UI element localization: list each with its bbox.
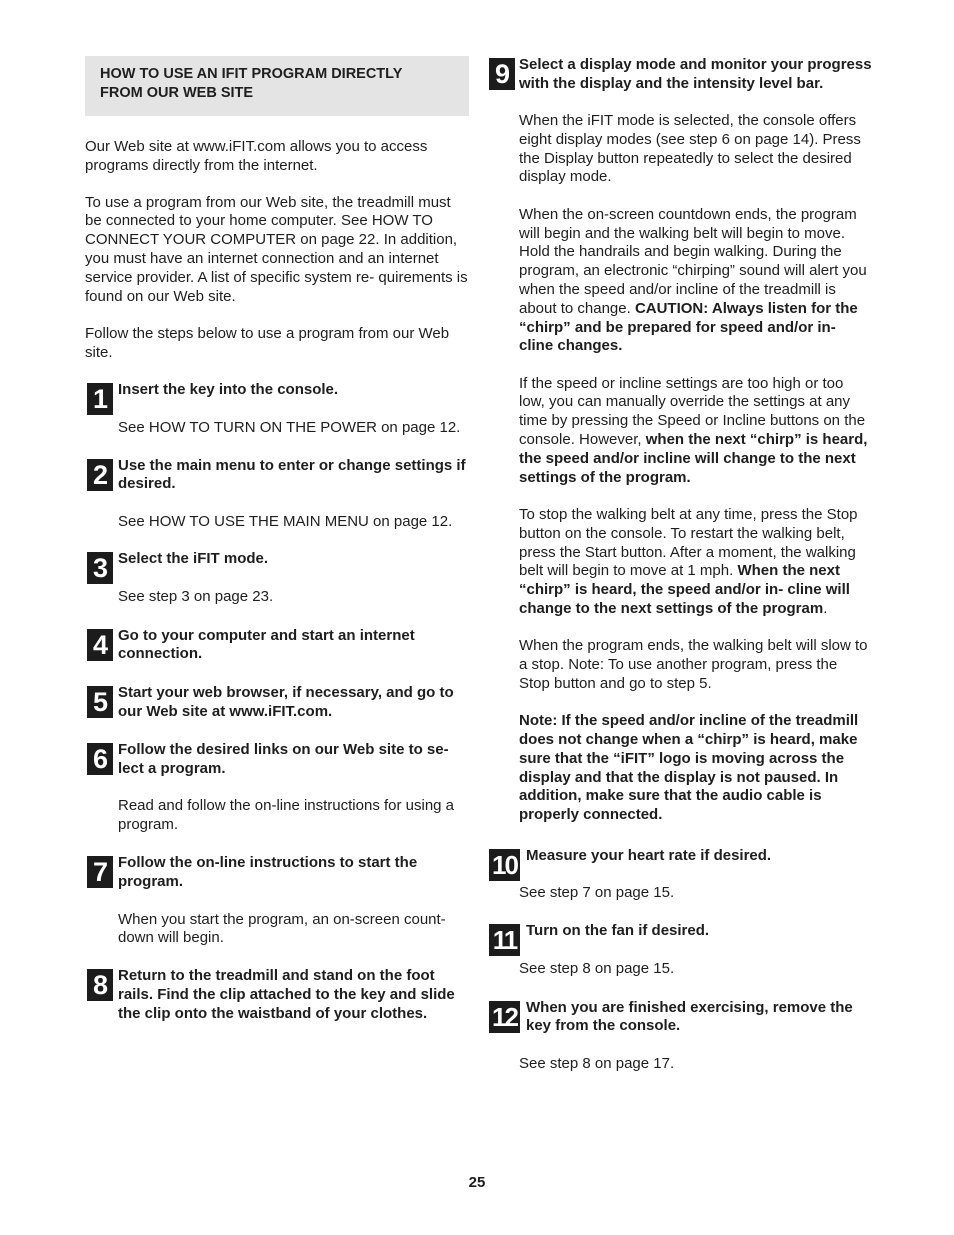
step-heading: Go to your computer and start an internet connection. — [118, 626, 415, 663]
caution-text: CAUTION: Always listen for the “chirp” and be prepared for speed and/or in- cline changes. — [519, 299, 858, 355]
step-9 — [488, 56, 872, 94]
step-1 — [85, 381, 469, 437]
step-9-paragraph-4-bold: When the next “chirp” is heard, the speed and/or in- cline will change to the next settings of the program — [519, 562, 850, 617]
step-number-badge: 1 — [87, 383, 113, 415]
step-heading: Follow the desired links on our Web site to se- lect a program. — [118, 740, 449, 777]
step-body: See step 8 on page 17. — [519, 1054, 675, 1072]
step-9-paragraph-4 — [519, 506, 872, 619]
step-heading: Select the iFIT mode. — [118, 550, 269, 568]
step-9-paragraph-1: When the iFIT mode is selected, the console offers eight display modes (see step 6 on page 14). Press the Display button repeatedly to select the desired display mode. — [519, 112, 861, 186]
left-column — [85, 56, 469, 1024]
step-heading: Start your web browser, if necessary, and go to our Web site at www.iFIT.com. — [118, 684, 454, 720]
step-3 — [85, 550, 469, 606]
step-heading: Return to the treadmill and stand on the foot rails. Find the clip attached to the key and slide the clip onto the waistband of your clothes. — [118, 967, 455, 1022]
step-9-paragraph-3-bold: when the next “chirp” is heard, the speed and/or incline will change to the next settings of the program. — [519, 431, 868, 486]
step-heading: Use the main menu to enter or change settings if desired. — [118, 456, 466, 493]
step-4 — [85, 627, 469, 665]
step-body: See step 3 on page 23. — [118, 587, 274, 605]
right-column — [488, 56, 872, 1073]
step-number-badge: 4 — [87, 629, 113, 661]
step-number-badge: 7 — [87, 856, 113, 888]
step-body: See HOW TO TURN ON THE POWER on page 12. — [118, 418, 461, 436]
step-7 — [85, 854, 469, 948]
step-10 — [488, 847, 872, 903]
step-body: Read and follow the on-line instructions for using a program. — [118, 796, 455, 833]
step-9-paragraph-5: When the program ends, the walking belt will slow to a stop. Note: To use another program, press the Stop button and go to step 5. — [519, 637, 868, 692]
step-body: See step 7 on page 15. — [519, 884, 675, 902]
step-2 — [85, 457, 469, 532]
step-9-paragraph-3 — [519, 375, 872, 488]
step-number-badge: 3 — [87, 552, 113, 584]
step-number-badge: 12 — [489, 1001, 520, 1033]
step-number-badge: 10 — [489, 849, 520, 881]
step-heading: Insert the key into the console. — [118, 381, 339, 399]
step-8 — [85, 967, 469, 1023]
step-9-paragraph-4-text: To stop the walking belt at any time, press the Stop button on the console. To restart the walking belt, press the Start button. After a moment, the walking belt will begin to move at 1 mph. — [519, 505, 858, 580]
intro-paragraph-1: Our Web site at www.iFIT.com allows you to access programs directly from the internet. — [85, 138, 428, 174]
step-heading: Measure your heart rate if desired. — [526, 846, 772, 864]
step-number-badge: 2 — [87, 459, 113, 491]
step-body: See step 8 on page 15. — [519, 959, 675, 977]
step-6 — [85, 741, 469, 835]
step-number-badge: 6 — [87, 743, 113, 775]
page-number: 25 — [468, 1174, 486, 1191]
step-number-badge: 9 — [489, 58, 515, 90]
step-12 — [488, 999, 872, 1074]
section-title-line1: HOW TO USE AN IFIT PROGRAM DIRECTLY — [100, 66, 403, 82]
step-5 — [85, 684, 469, 722]
section-title-box — [85, 56, 469, 116]
step-heading: When you are finished exercising, remove the key from the console. — [526, 998, 853, 1035]
step-number-badge: 8 — [87, 969, 113, 1001]
section-title-line2: FROM OUR WEB SITE — [100, 85, 254, 101]
step-9-note: Note: If the speed and/or incline of the treadmill does not change when a “chirp” is heard, make sure that the “iFIT” logo is moving across the display and that the display is not paused. In addition, make sure that the audio cable is properly connected. — [519, 712, 859, 824]
step-9-paragraph-2 — [519, 206, 872, 356]
step-heading: Follow the on-line instructions to start the program. — [118, 854, 418, 891]
step-9-paragraph-3-text: If the speed or incline settings are too high or too low, you can manually override the settings at any time by pressing the Speed or Incline buttons on the console. However, — [519, 374, 866, 449]
intro-paragraph-2: To use a program from our Web site, the treadmill must be connected to your home computer. See HOW TO CONNECT YOUR COMPUTER on page 22. In addition, you must have an internet connection and an internet service provider. A list of specific system re- quirements is found on our Web site. — [85, 193, 468, 305]
step-body: See HOW TO USE THE MAIN MENU on page 12. — [118, 512, 453, 530]
step-number-badge: 11 — [489, 924, 520, 956]
step-11 — [488, 922, 872, 978]
step-heading: Select a display mode and monitor your progress with the display and the intensity level bar. — [519, 56, 872, 92]
step-heading: Turn on the fan if desired. — [526, 922, 710, 940]
step-body: When you start the program, an on-screen count- down will begin. — [118, 910, 446, 947]
step-9-paragraph-2-text: When the on-screen countdown ends, the program will begin and the walking belt will begin to move. Hold the handrails and begin walking. During the program, an electronic “chirping” sound will alert you when the speed and/or incline of the treadmill is about to change. — [519, 205, 867, 317]
intro-paragraph-3: Follow the steps below to use a program from our Web site. — [85, 324, 450, 361]
step-9-paragraph-4-period: . — [823, 599, 828, 617]
step-number-badge: 5 — [87, 686, 113, 718]
